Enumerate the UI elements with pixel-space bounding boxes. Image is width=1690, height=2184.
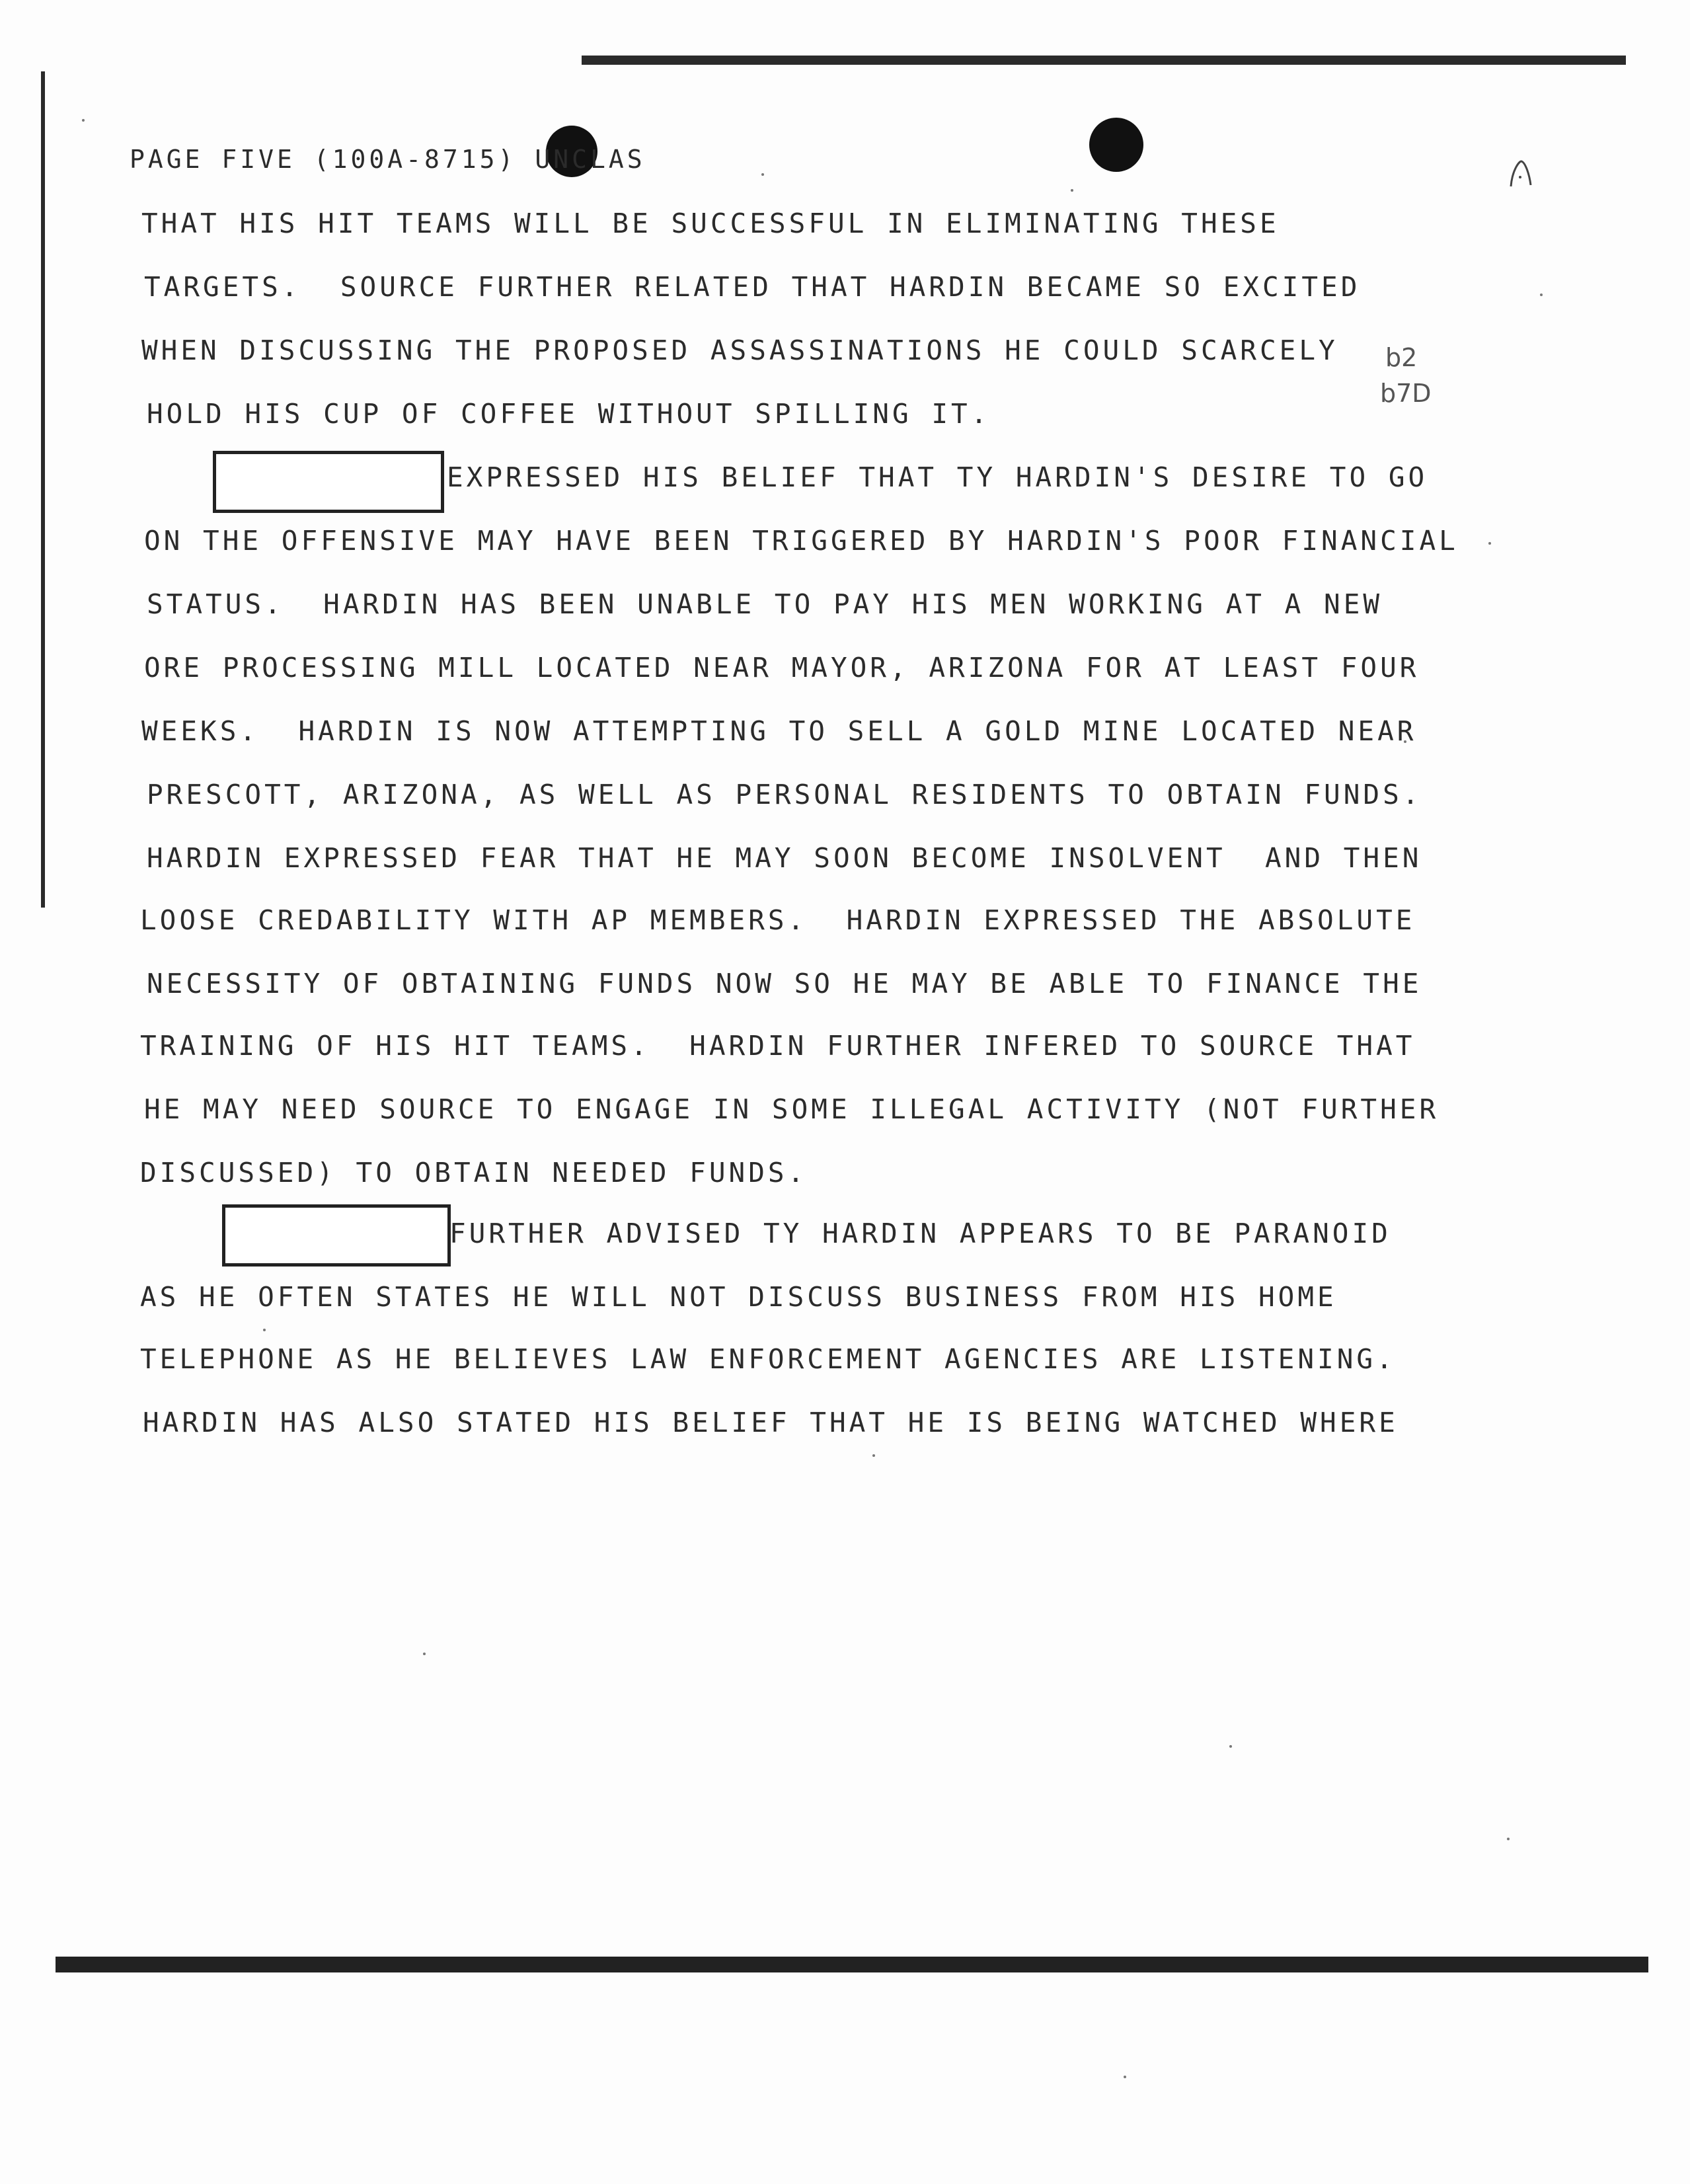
- redaction-box: [222, 1204, 451, 1267]
- margin-handwritten-mark: [1507, 157, 1533, 197]
- body-line: WHEN DISCUSSING THE PROPOSED ASSASSINATIONS HE COULD SCARCELY: [141, 334, 1338, 366]
- scan-speck: [1229, 1745, 1232, 1748]
- scan-speck: [423, 1653, 426, 1655]
- body-line: PRESCOTT, ARIZONA, AS WELL AS PERSONAL RESIDENTS TO OBTAIN FUNDS.: [147, 779, 1422, 810]
- body-line: ON THE OFFENSIVE MAY HAVE BEEN TRIGGERED BY HARDIN'S POOR FINANCIAL: [144, 525, 1459, 557]
- scan-edge-bottom: [56, 1957, 1648, 1972]
- scan-speck: [1540, 293, 1543, 296]
- body-line: TRAINING OF HIS HIT TEAMS. HARDIN FURTHER INFERED TO SOURCE THAT: [140, 1030, 1416, 1062]
- body-line: AS HE OFTEN STATES HE WILL NOT DISCUSS BUSINESS FROM HIS HOME: [140, 1281, 1337, 1313]
- body-line: TELEPHONE AS HE BELIEVES LAW ENFORCEMENT AGENCIES ARE LISTENING.: [140, 1343, 1396, 1375]
- scan-speck: [872, 1454, 875, 1457]
- body-line: EXPRESSED HIS BELIEF THAT TY HARDIN'S DESIRE TO GO: [447, 461, 1428, 493]
- scan-speck: [1124, 2076, 1126, 2078]
- body-line: NECESSITY OF OBTAINING FUNDS NOW SO HE MAY BE ABLE TO FINANCE THE: [147, 968, 1422, 999]
- scan-edge-top: [582, 56, 1626, 65]
- body-line: HARDIN EXPRESSED FEAR THAT HE MAY SOON BECOME INSOLVENT AND THEN: [147, 842, 1422, 874]
- punch-hole-right: [1089, 118, 1143, 172]
- scan-speck: [263, 1329, 266, 1331]
- scan-speck: [1488, 542, 1491, 545]
- body-line: THAT HIS HIT TEAMS WILL BE SUCCESSFUL IN ELIMINATING THESE: [141, 208, 1280, 239]
- scan-speck: [1507, 1838, 1510, 1840]
- exemption-code-b2: b2: [1385, 343, 1418, 372]
- body-line: STATUS. HARDIN HAS BEEN UNABLE TO PAY HIS MEN WORKING AT A NEW: [147, 588, 1383, 620]
- body-line: FURTHER ADVISED TY HARDIN APPEARS TO BE PARANOID: [449, 1218, 1391, 1249]
- scan-speck: [1071, 189, 1073, 192]
- body-line: TARGETS. SOURCE FURTHER RELATED THAT HARDIN BECAME SO EXCITED: [144, 271, 1361, 303]
- body-line: WEEKS. HARDIN IS NOW ATTEMPTING TO SELL A GOLD MINE LOCATED NEAR: [141, 715, 1417, 747]
- redaction-box: [213, 451, 444, 513]
- body-line: ORE PROCESSING MILL LOCATED NEAR MAYOR, ARIZONA FOR AT LEAST FOUR: [144, 652, 1420, 683]
- scan-edge-left: [41, 71, 45, 908]
- body-line: HOLD HIS CUP OF COFFEE WITHOUT SPILLING IT.: [147, 398, 991, 430]
- scan-speck: [761, 173, 764, 176]
- body-line: HARDIN HAS ALSO STATED HIS BELIEF THAT HE IS BEING WATCHED WHERE: [143, 1407, 1399, 1438]
- exemption-code-b7d: b7D: [1380, 379, 1432, 408]
- body-line: LOOSE CREDABILITY WITH AP MEMBERS. HARDIN EXPRESSED THE ABSOLUTE: [140, 904, 1416, 936]
- body-line: DISCUSSED) TO OBTAIN NEEDED FUNDS.: [140, 1157, 808, 1189]
- page-header: PAGE FIVE (100A-8715) UNCLAS: [130, 145, 646, 174]
- body-line: HE MAY NEED SOURCE TO ENGAGE IN SOME ILLEGAL ACTIVITY (NOT FURTHER: [144, 1093, 1440, 1125]
- scan-speck: [82, 119, 85, 122]
